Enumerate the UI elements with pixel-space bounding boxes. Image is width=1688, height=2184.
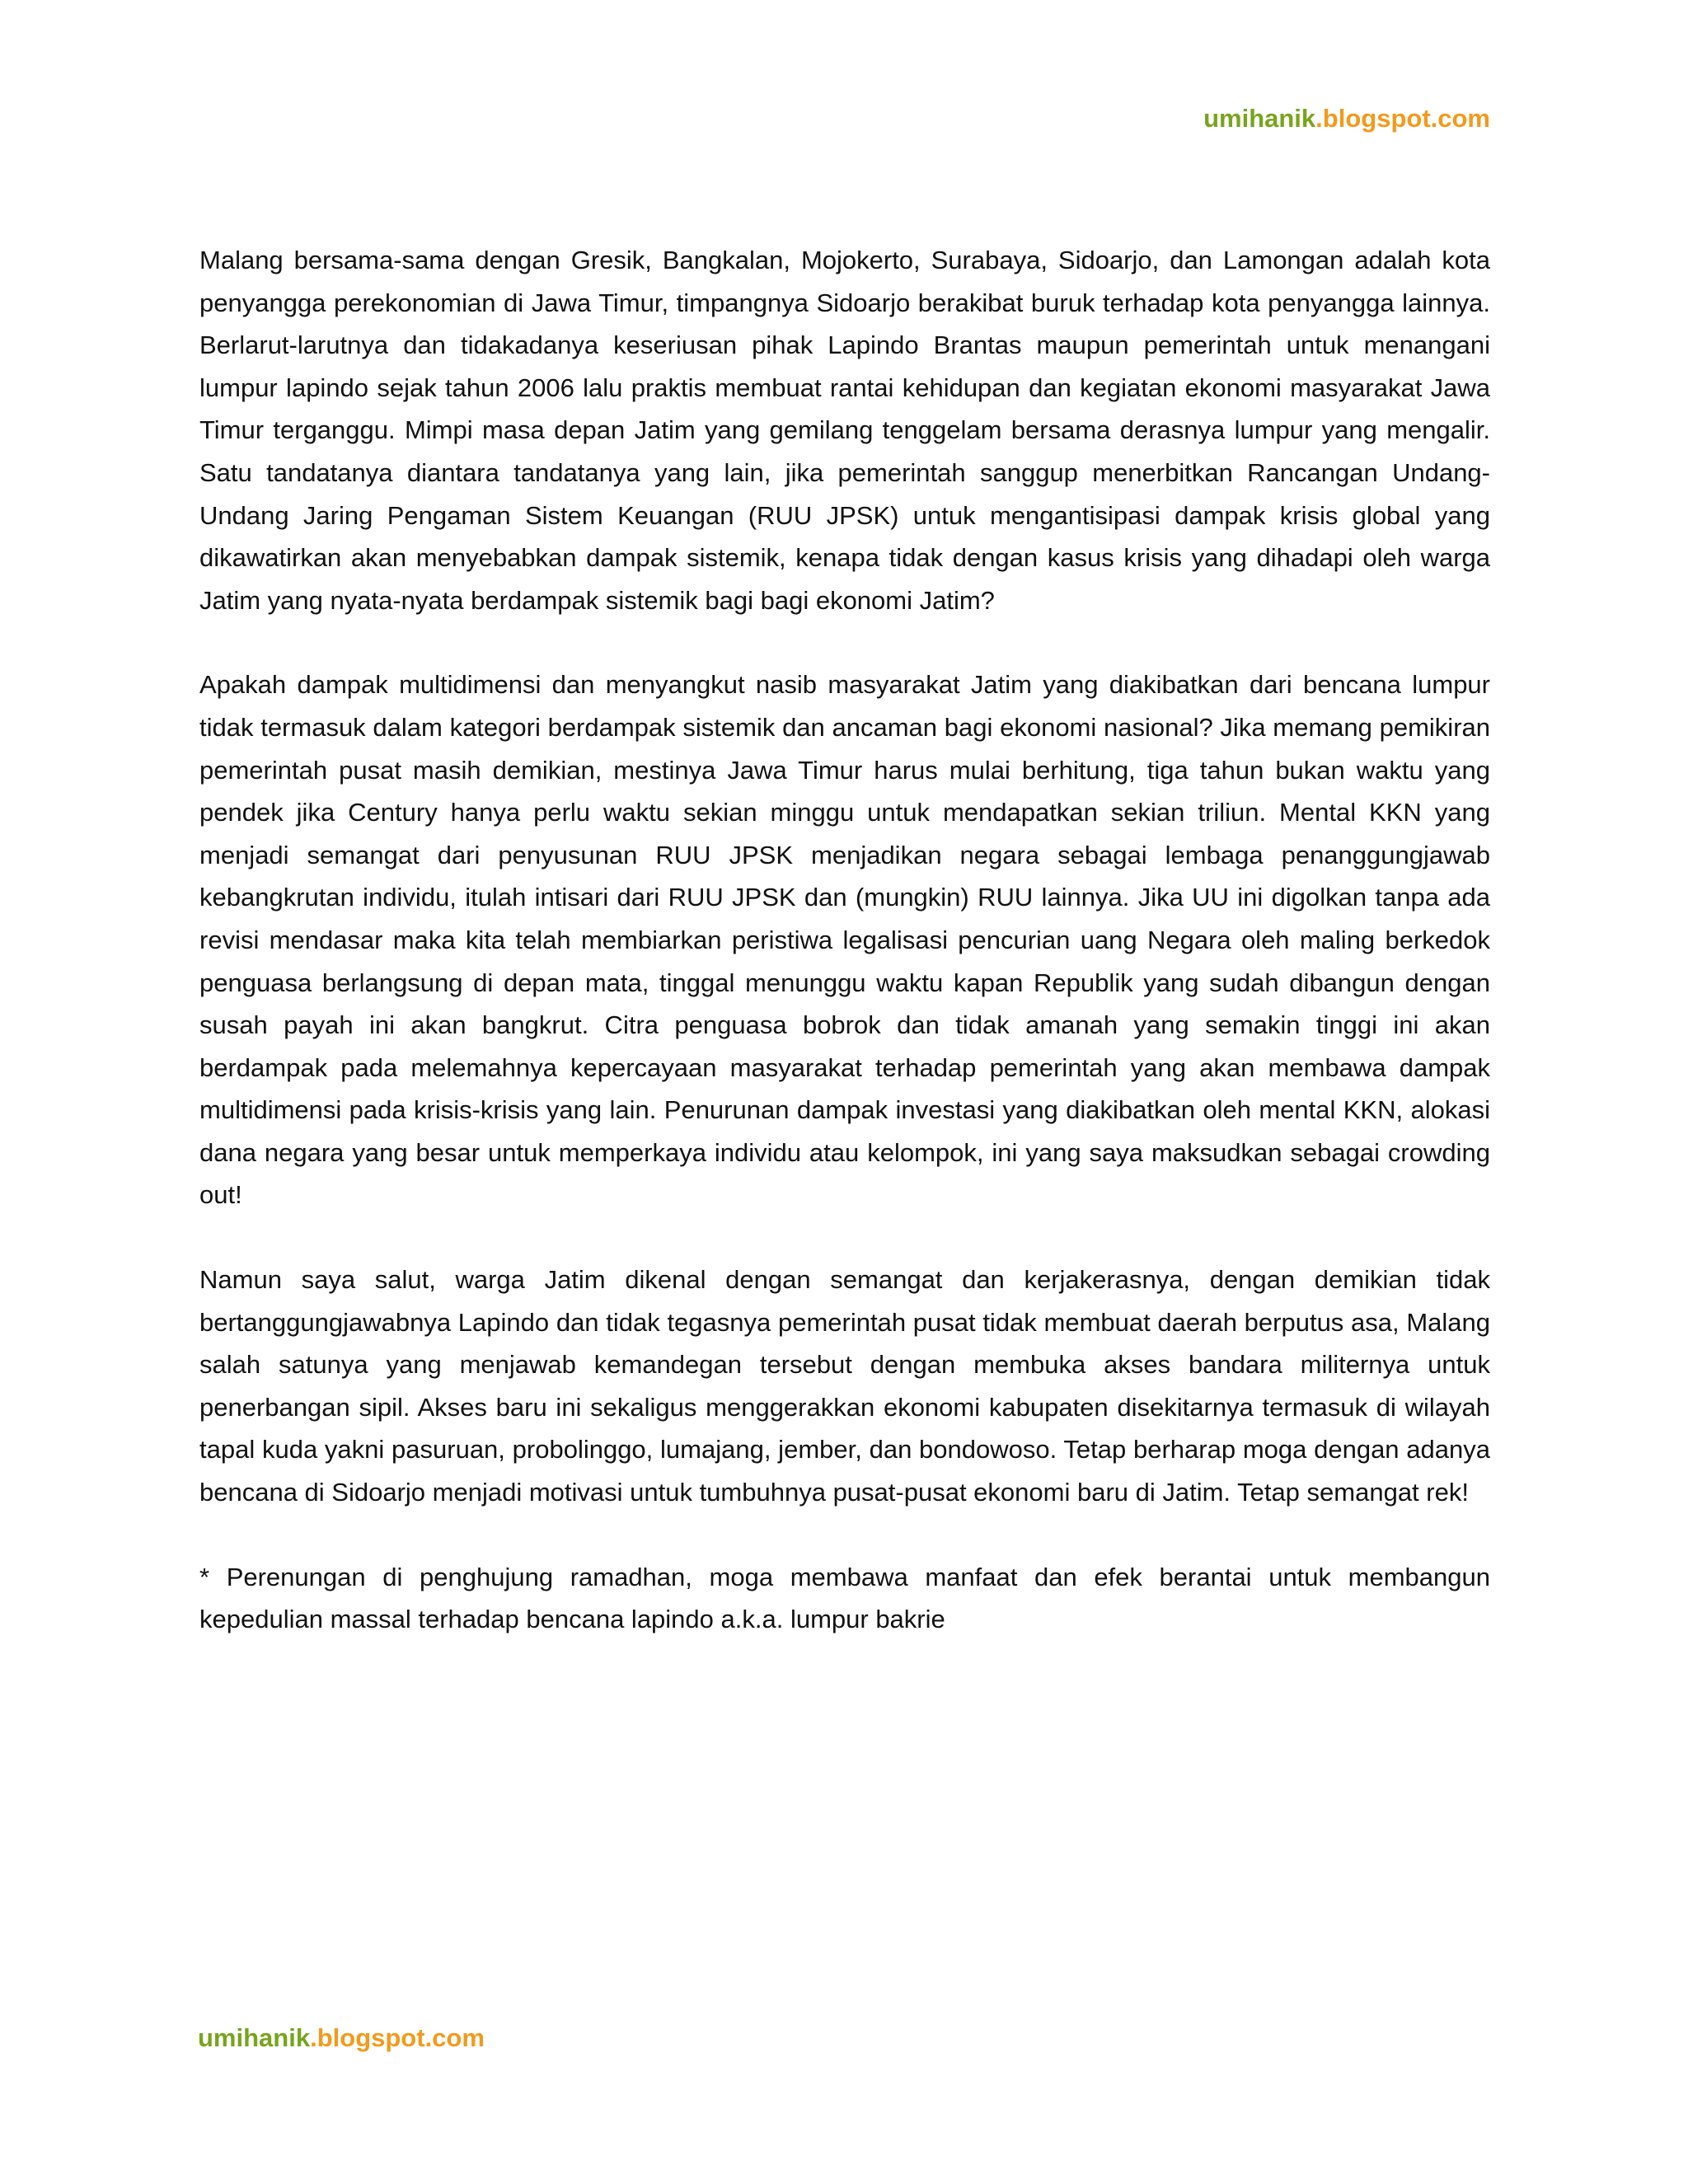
paragraph-1: Malang bersama-sama dengan Gresik, Bangkalan, Mojokerto, Surabaya, Sidoarjo, dan Lamongan adalah kota penyangga perekonomian di Jawa Timur, timpangnya Sidoarjo berakibat buruk terhadap kota penyangga lainnya. Berlarut-larutnya dan tidakadanya keseriusan pihak Lapindo Brantas maupun pemerintah untuk menangani lumpur lapindo sejak tahun 2006 lalu praktis membuat rantai kehidupan dan kegiatan ekonomi masyarakat Jawa Timur terganggu. Mimpi masa depan Jatim yang gemilang tenggelam bersama derasnya lumpur yang mengalir. Satu tandatanya diantara tandatanya yang lain, jika pemerintah sanggup menerbitkan Rancangan Undang-Undang Jaring Pengaman Sistem Keuangan (RUU JPSK) untuk mengantisipasi dampak krisis global yang dikawatirkan akan menyebabkan dampak sistemik, kenapa tidak dengan kasus krisis yang dihadapi oleh warga Jatim yang nyata-nyata berdampak sistemik bagi bagi ekonomi Jatim? <box>199 246 1490 615</box>
footer-site-domain: .blogspot.com <box>310 2023 485 2052</box>
paragraph-2: Apakah dampak multidimensi dan menyangkut nasib masyarakat Jatim yang diakibatkan dari bencana lumpur tidak termasuk dalam kategori berdampak sistemik dan ancaman bagi ekonomi nasional? Jika memang pemikiran pemerintah pusat masih demikian, mestinya Jawa Timur harus mulai berhitung, tiga tahun bukan waktu yang pendek jika Century hanya perlu waktu sekian minggu untuk mendapatkan sekian triliun. Mental KKN yang menjadi semangat dari penyusunan RUU JPSK menjadikan negara sebagai lembaga penanggungjawab kebangkrutan individu, itulah intisari dari RUU JPSK dan (mungkin) RUU lainnya. Jika UU ini digolkan tanpa ada revisi mendasar maka kita telah membiarkan peristiwa legalisasi pencurian uang Negara oleh maling berkedok penguasa berlangsung di depan mata, tinggal menunggu waktu kapan Republik yang sudah dibangun dengan susah payah ini akan bangkrut. Citra penguasa bobrok dan tidak amanah yang semakin tinggi ini akan berdampak pada melemahnya kepercayaan masyarakat terhadap pemerintah yang akan membawa dampak multidimensi pada krisis-krisis yang lain. Penurunan dampak investasi yang diakibatkan oleh mental KKN, alokasi dana negara yang besar untuk memperkaya individu atau kelompok, ini yang saya maksudkan sebagai crowding out! <box>199 670 1490 1210</box>
header-site-domain: .blogspot.com <box>1315 104 1490 133</box>
footer-site-name: umihanik <box>198 2023 311 2052</box>
header-site-name: umihanik <box>1203 104 1316 133</box>
footer-site-mark <box>198 2023 485 2053</box>
header-site-mark <box>1203 104 1490 134</box>
paragraph-3: Namun saya salut, warga Jatim dikenal dengan semangat dan kerjakerasnya, dengan demikian tidak bertanggungjawabnya Lapindo dan tidak tegasnya pemerintah pusat tidak membuat daerah berputus asa, Malang salah satunya yang menjawab kemandegan tersebut dengan membuka akses bandara militernya untuk penerbangan sipil. Akses baru ini sekaligus menggerakkan ekonomi kabupaten disekitarnya termasuk di wilayah tapal kuda yakni pasuruan, probolinggo, lumajang, jember, dan bondowoso. Tetap berharap moga dengan adanya bencana di Sidoarjo menjadi motivasi untuk tumbuhnya pusat-pusat ekonomi baru di Jatim. Tetap semangat rek! <box>199 1265 1490 1507</box>
closing-note: * Perenungan di penghujung ramadhan, moga membawa manfaat dan efek berantai untuk membangun kepedulian massal terhadap bencana lapindo a.k.a. lumpur bakrie <box>199 1562 1490 1634</box>
article-body <box>199 239 1490 1641</box>
